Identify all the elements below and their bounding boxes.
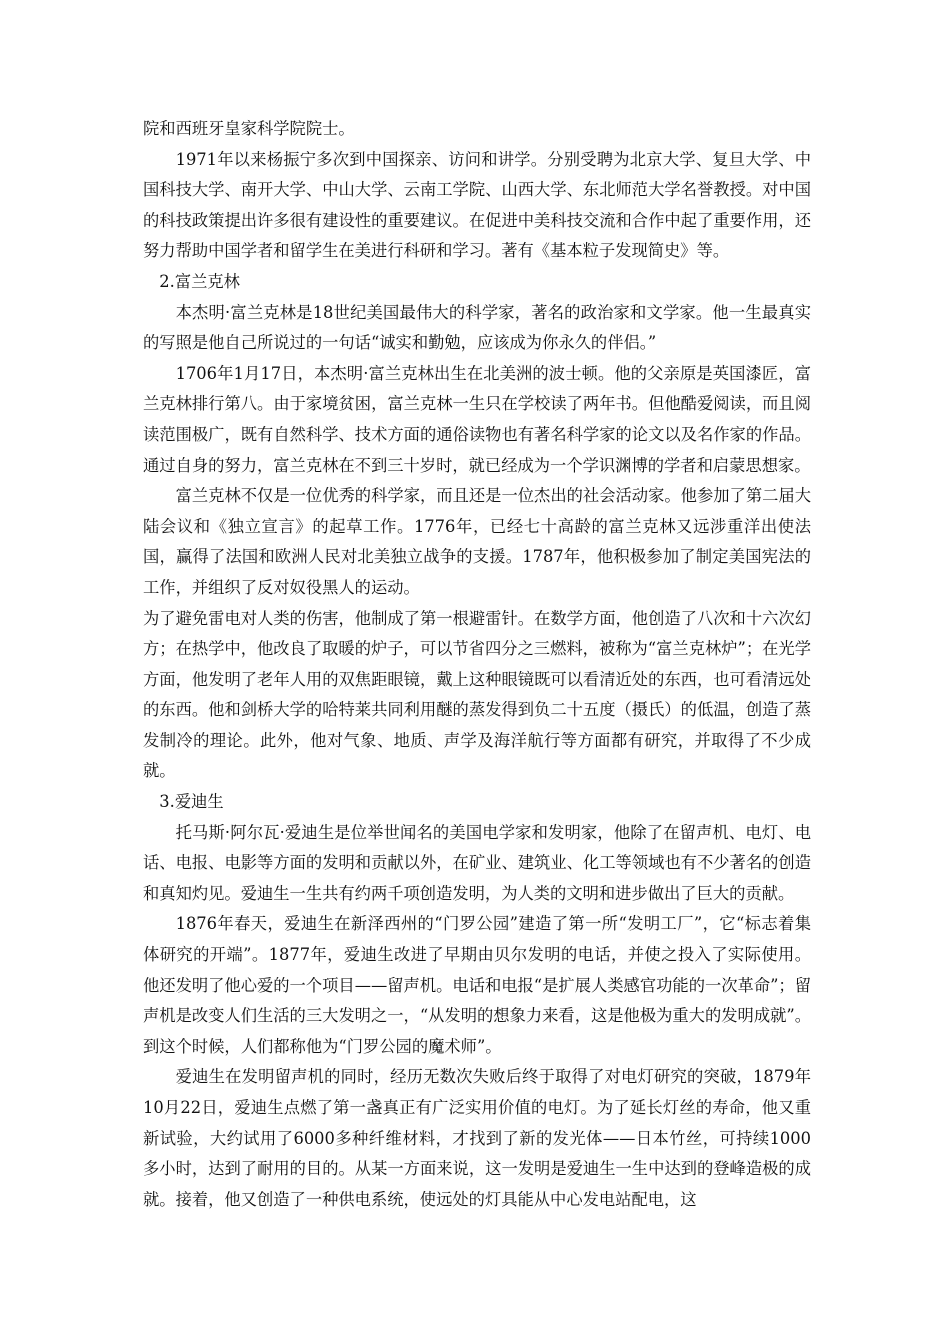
- paragraph-edison-intro: 托马斯·阿尔瓦·爱迪生是位举世闻名的美国电学家和发明家，他除了在留声机、电灯、电话、电报、电影等方面的发明和贡献以外，在矿业、建筑业、化工等领域也有不少著名的创造和真知灼见。爱迪生一生共有约两千项创造发明，为人类的文明和进步做出了巨大的贡献。: [143, 822, 811, 903]
- paragraph-edison-menlo-park: 1876年春天，爱迪生在新泽西州的“门罗公园”建造了第一所“发明工厂”，它“标志着集体研究的开端”。1877年，爱迪生改进了早期由贝尔发明的电话，并使之投入了实际使用。他还发明了他心爱的一个项目——留声机。电话和电报“是扩展人类感官功能的一次革命”；留声机是改变人们生活的三大发明之一，“从发明的想象力来看，这是他极为重大的发明成就”。到这个时候，人们都称他为“门罗公园的魔术师”。: [143, 914, 811, 1056]
- paragraph-franklin-inventions: 为了避免雷电对人类的伤害，他制成了第一根避雷针。在数学方面，他创造了八次和十六次幻方；在热学中，他改良了取暖的炉子，可以节省四分之三燃料，被称为“富兰克林炉”；在光学方面，他发明了老年人用的双焦距眼镜，戴上这种眼镜既可以看清近处的东西，也可看清远处的东西。他和剑桥大学的哈特莱共同利用醚的蒸发得到负二十五度（摄氏）的低温，创造了蒸发制冷的理论。此外，他对气象、地质、声学及海洋航行等方面都有研究，并取得了不少成就。: [143, 608, 811, 781]
- paragraph-franklin-intro: 本杰明·富兰克林是18世纪美国最伟大的科学家，著名的政治家和文学家。他一生最真实的写照是他自己所说过的一句话“诚实和勤勉，应该成为你永久的伴侣。”: [143, 302, 811, 353]
- paragraph-yang-china-visits: 1971年以来杨振宁多次到中国探亲、访问和讲学。分别受聘为北京大学、复旦大学、中国科技大学、南开大学、中山大学、云南工学院、山西大学、东北师范大学名誉教授。对中国的科技政策提出许多很有建设性的重要建议。在促进中美科技交流和合作中起了重要作用，还努力帮助中国学者和留学生在美进行科研和学习。著有《基本粒子发现简史》等。: [143, 149, 811, 261]
- paragraph-franklin-early-life: 1706年1月17日，本杰明·富兰克林出生在北美洲的波士顿。他的父亲原是英国漆匠，富兰克林排行第八。由于家境贫困，富兰克林一生只在学校读了两年书。但他酷爱阅读，而且阅读范围极广，既有自然科学、技术方面的通俗读物也有著名科学家的论文以及名作家的作品。通过自身的努力，富兰克林在不到三十岁时，就已经成为一个学识渊博的学者和启蒙思想家。: [143, 363, 811, 475]
- document-page: [143, 114, 811, 1215]
- section-heading-edison: 3.爱迪生: [159, 792, 224, 812]
- section-heading-franklin: 2.富兰克林: [159, 271, 240, 291]
- paragraph-franklin-politics: 富兰克林不仅是一位优秀的科学家，而且还是一位杰出的社会活动家。他参加了第二届大陆会议和《独立宣言》的起草工作。1776年，已经七十高龄的富兰克林又远涉重洋出使法国，赢得了法国和欧洲人民对北美独立战争的支援。1787年，他积极参加了制定美国宪法的工作，并组织了反对奴役黑人的运动。: [143, 486, 811, 597]
- paragraph-edison-light-bulb: 爱迪生在发明留声机的同时，经历无数次失败后终于取得了对电灯研究的突破，1879年10月22日，爱迪生点燃了第一盏真正有广泛实用价值的电灯。为了延长灯丝的寿命，他又重新试验，大约试用了6000多种纤维材料，才找到了新的发光体——日本竹丝，可持续1000多小时，达到了耐用的目的。从某一方面来说，这一发明是爱迪生一生中达到的登峰造极的成就。接着，他又创造了一种供电系统，使远处的灯具能从中心发电站配电，这: [143, 1067, 811, 1209]
- paragraph-yang-continued: 院和西班牙皇家科学院院士。: [143, 119, 355, 138]
